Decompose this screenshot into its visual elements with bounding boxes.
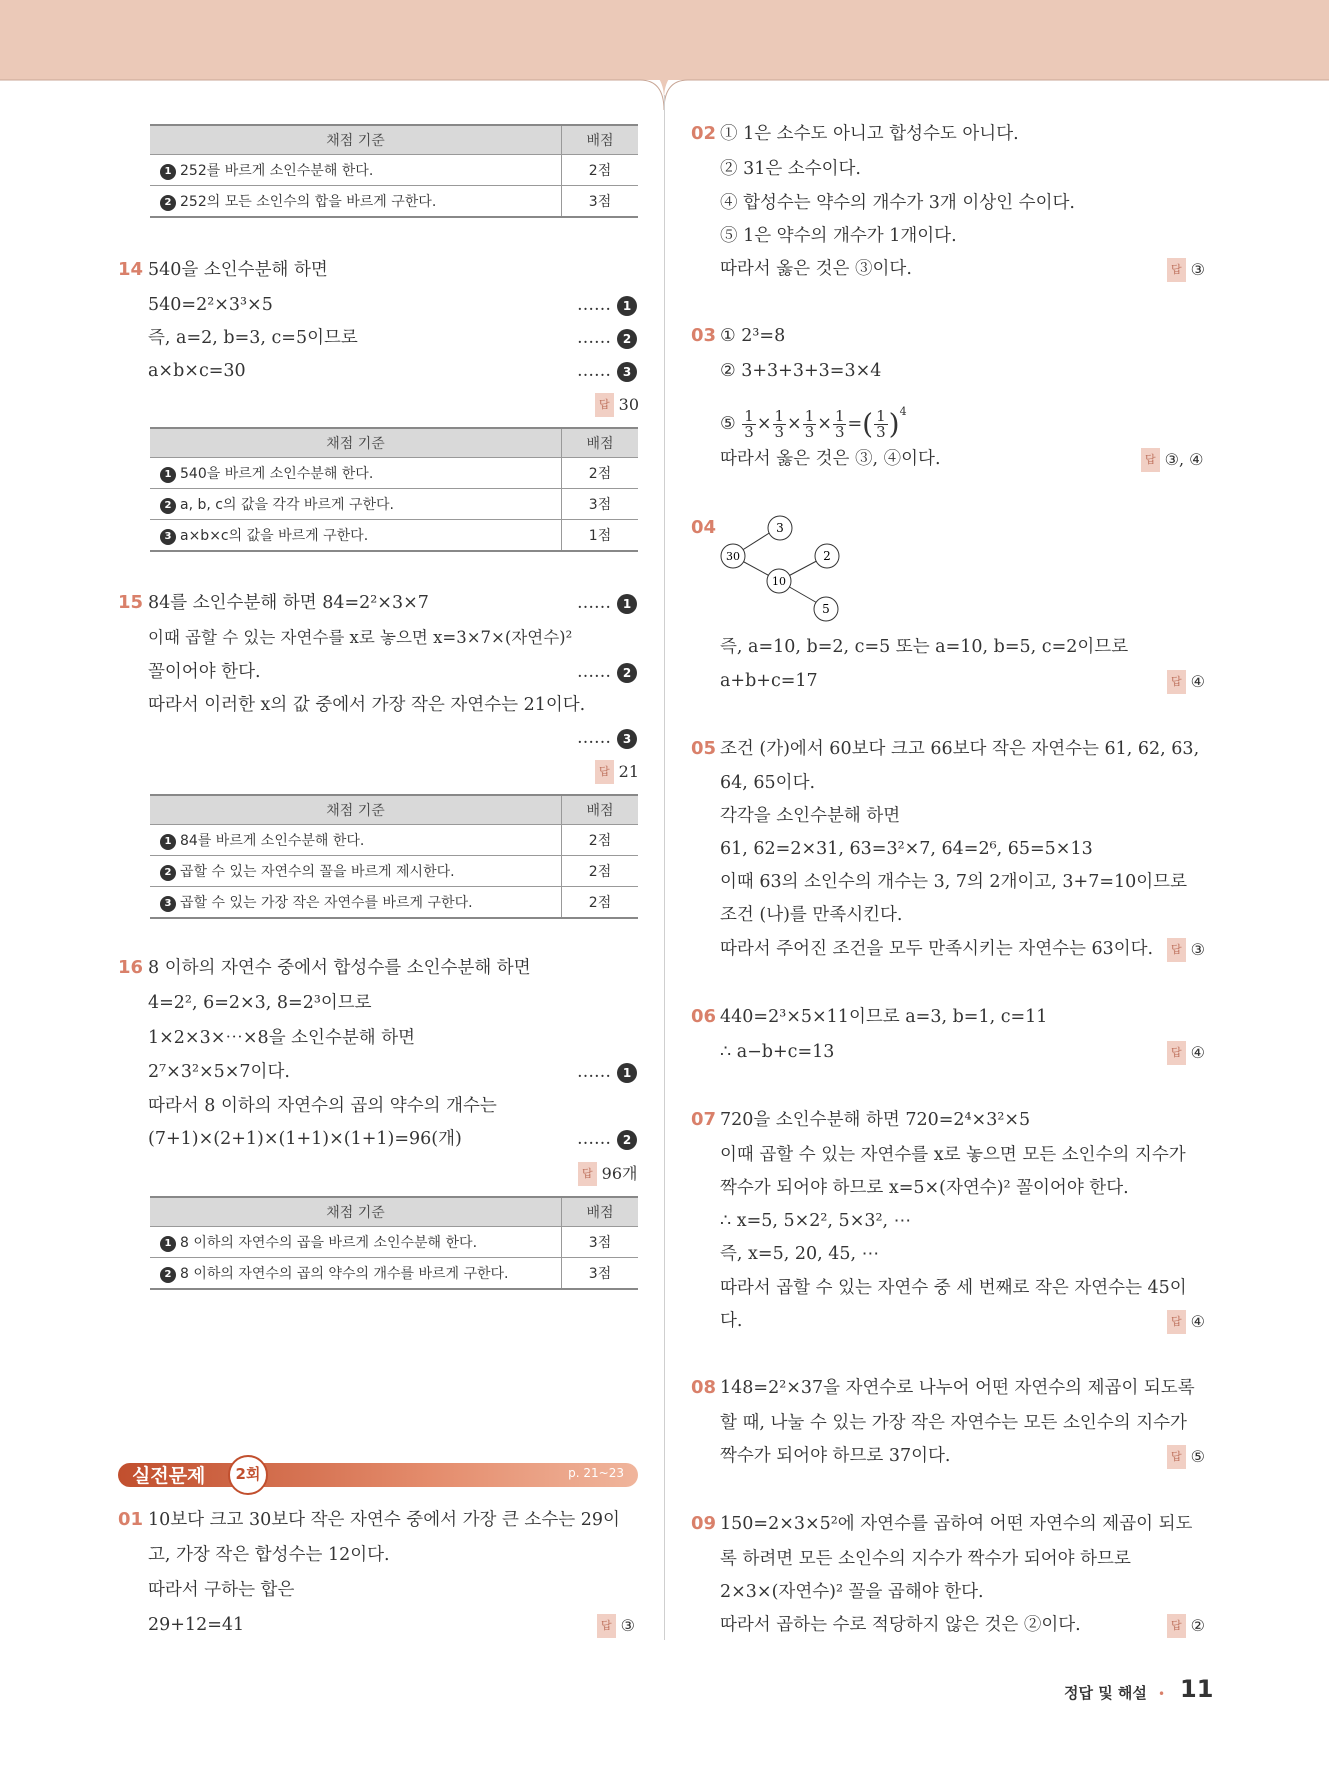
criteria-text: 곱할 수 있는 자연수의 꼴을 바르게 제시한다. [180,864,455,880]
solution-line: ② 31은 소수이다. [720,159,861,179]
grading-table-14 [150,427,638,552]
solution-line: 이때 곱할 수 있는 자연수를 x로 놓으면 x=3×7×(자연수)² [148,628,573,647]
solution-line: 540=2²×3³×5 [148,295,273,315]
problem-number-07: 07 [691,1109,717,1130]
solution-line: ① 1은 소수도 아니고 합성수도 아니다. [720,124,1019,144]
criteria-text: a×b×c의 값을 바르게 구한다. [180,528,369,544]
points-cell: 3점 [562,489,639,520]
table-row: 3 곱할 수 있는 가장 작은 자연수를 바르게 구한다. 2점 [150,887,638,919]
solution-line: 따라서 옳은 것은 ③, ④이다. [720,449,941,469]
step-marker-3: …… 3 [577,360,637,382]
answer-16: 답 96개 [578,1162,637,1186]
criteria-text: 252의 모든 소인수의 합을 바르게 구한다. [180,194,437,210]
criteria-text: 8 이하의 자연수의 곱의 약수의 개수를 바르게 구한다. [180,1266,509,1282]
grading-table-16 [150,1196,638,1290]
solution-line: 8 이하의 자연수 중에서 합성수를 소인수분해 하면 [148,958,531,978]
table-header-criteria: 채점 기준 [150,428,562,458]
tree-node [767,569,791,593]
solution-line: 150=2×3×5²에 자연수를 곱하여 어떤 자연수의 제곱이 되도 [720,1514,1193,1534]
problem-number-16: 16 [118,957,144,978]
solution-line: 고, 가장 작은 합성수는 12이다. [148,1545,390,1565]
tree-node [721,544,745,568]
solution-line: ∴ a−b+c=13 [720,1042,835,1062]
solution-line: a×b×c=30 [148,361,246,381]
points-cell: 3점 [562,1258,639,1290]
solution-line: 즉, a=2, b=3, c=5이므로 [148,328,358,348]
step-marker-1: …… 1 [577,592,637,614]
table-header-criteria: 채점 기준 [150,125,562,155]
solution-line: ④ 합성수는 약수의 개수가 3개 이상인 수이다. [720,193,1075,213]
answer-09: 답 ② [1167,1614,1205,1638]
solution-line: ① 2³=8 [720,326,786,346]
table-row [150,155,638,186]
problem-number-01: 01 [118,1509,144,1530]
svg-text:10: 10 [772,575,786,588]
solution-line: 따라서 곱하는 수로 적당하지 않은 것은 ②이다. [720,1615,1081,1635]
solution-line: 조건 (나)를 만족시킨다. [720,905,903,925]
step-marker-2: …… 2 [577,661,637,683]
table-row: 2 8 이하의 자연수의 곱의 약수의 개수를 바르게 구한다. 3점 [150,1258,638,1290]
table-header-points: 배점 [562,125,639,155]
answer-01: 답 ③ [597,1614,635,1638]
svg-text:3: 3 [776,521,784,535]
grading-table-13 [150,124,638,218]
criteria-text: 252를 바르게 소인수분해 한다. [180,163,374,179]
problem-number-05: 05 [691,738,717,759]
solution-line: ∴ x=5, 5×2², 5×3², ⋯ [720,1211,912,1231]
solution-line: 4=2², 6=2×3, 8=2³이므로 [148,993,372,1013]
round-badge: 2회 [228,1455,268,1495]
step-marker-2: …… 2 [577,327,637,349]
table-header-criteria: 채점 기준 [150,1197,562,1227]
points-cell: 2점 [562,458,639,489]
table-row [150,186,638,218]
solution-line: 할 때, 나눌 수 있는 가장 작은 자연수는 모든 소인수의 지수가 [720,1413,1187,1433]
table-row: 3 a×b×c의 값을 바르게 구한다. 1점 [150,520,638,552]
solution-line: 2⁷×3²×5×7이다. [148,1062,290,1082]
tree-node [815,544,839,568]
solution-line: 이때 곱할 수 있는 자연수를 x로 놓으면 모든 소인수의 지수가 [720,1145,1186,1165]
answer-14: 답 30 [595,393,639,417]
criteria-text: 84를 바르게 소인수분해 한다. [180,833,365,849]
svg-text:30: 30 [726,550,740,563]
points-cell: 3점 [562,1227,639,1258]
solution-line: 148=2²×37을 자연수로 나누어 어떤 자연수의 제곱이 되도록 [720,1378,1195,1398]
answer-07: 답 ④ [1167,1310,1205,1334]
criteria-text: 곱할 수 있는 가장 작은 자연수를 바르게 구한다. [180,895,473,911]
solution-line: 10보다 크고 30보다 작은 자연수 중에서 가장 큰 소수는 29이 [148,1510,620,1530]
table-header-points: 배점 [562,795,639,825]
solution-line: ② 3+3+3+3=3×4 [720,361,882,381]
answer-08: 답 ⑤ [1167,1445,1205,1469]
step-marker-1: …… 1 [577,1061,637,1083]
table-header-criteria: 채점 기준 [150,795,562,825]
solution-line: 따라서 구하는 합은 [148,1580,295,1600]
points-cell: 2점 [562,856,639,887]
answer-15: 답 21 [595,760,639,784]
problem-number-04: 04 [691,517,717,538]
table-row: 2 곱할 수 있는 자연수의 꼴을 바르게 제시한다. 2점 [150,856,638,887]
tree-node [768,516,792,540]
points-cell: 2점 [562,155,639,186]
solution-line: 즉, x=5, 20, 45, ⋯ [720,1244,880,1264]
solution-line: 64, 65이다. [720,773,816,793]
step-marker: 1 [160,164,176,180]
solution-line: a+b+c=17 [720,671,818,691]
problem-number-03: 03 [691,325,717,346]
solution-line: 조건 (가)에서 60보다 크고 66보다 작은 자연수는 61, 62, 63, [720,739,1200,759]
step-marker-2: …… 2 [577,1128,637,1150]
solution-line: 540을 소인수분해 하면 [148,260,328,280]
solution-line: 84를 소인수분해 하면 84=2²×3×7 [148,593,429,613]
problem-number-14: 14 [118,259,144,280]
footer-label: 정답 및 해설 [1064,1684,1147,1702]
points-cell: 1점 [562,520,639,552]
solution-line: 1×2×3×⋯×8을 소인수분해 하면 [148,1028,416,1048]
solution-line: 61, 62=2×31, 63=3²×7, 64=2⁶, 65=5×13 [720,839,1093,859]
table-row: 1 540을 바르게 소인수분해 한다. 2점 [150,458,638,489]
tree-node [814,597,838,621]
solution-line: 록 하려면 모든 소인수의 지수가 짝수가 되어야 하므로 [720,1549,1131,1569]
fraction-line: ⑤ $\frac{1}{3}$ × $\frac{1}{3}$ × $\frac{1}{3}$ × $\frac{1}{3}$ =( $\frac{1}{3}$ )$^4$ [720,405,907,441]
svg-text:5: 5 [822,602,830,616]
points-cell: 3점 [562,186,639,218]
solution-line: 짝수가 되어야 하므로 x=5×(자연수)² 꼴이어야 한다. [720,1178,1129,1198]
solution-line: ⑤ 1은 약수의 개수가 1개이다. [720,226,957,246]
table-header-points: 배점 [562,428,639,458]
svg-text:2: 2 [823,549,831,563]
criteria-text: 540을 바르게 소인수분해 한다. [180,466,374,482]
page-number: 11 [1180,1675,1214,1703]
banner-title: 실전문제 [132,1465,206,1487]
answer-02: 답 ③ [1167,258,1205,282]
criteria-text: 8 이하의 자연수의 곱을 바르게 소인수분해 한다. [180,1235,478,1251]
problem-number-06: 06 [691,1006,717,1027]
solution-line: 따라서 주어진 조건을 모두 만족시키는 자연수는 63이다. [720,939,1154,959]
solution-line: 따라서 이러한 x의 값 중에서 가장 작은 자연수는 21이다. [148,695,586,715]
solution-line: (7+1)×(2+1)×(1+1)×(1+1)=96(개) [148,1129,462,1149]
step-marker-1: …… 1 [577,294,637,316]
answer-06: 답 ④ [1167,1041,1205,1065]
solution-line: 다. [720,1311,743,1331]
solution-line: 이때 63의 소인수의 개수는 3, 7의 2개이고, 3+7=10이므로 [720,872,1187,892]
table-row: 2 a, b, c의 값을 각각 바르게 구한다. 3점 [150,489,638,520]
answer-05: 답 ③ [1167,938,1205,962]
problem-number-09: 09 [691,1513,717,1534]
grading-table-15 [150,794,638,919]
problem-number-02: 02 [691,123,717,144]
answer-04: 답 ④ [1167,670,1205,694]
points-cell: 2점 [562,887,639,919]
problem-number-08: 08 [691,1377,717,1398]
page-range: p. 21~23 [568,1466,624,1480]
table-row: 1 84를 바르게 소인수분해 한다. 2점 [150,825,638,856]
solution-line: 따라서 곱할 수 있는 자연수 중 세 번째로 작은 자연수는 45이 [720,1278,1187,1298]
points-cell: 2점 [562,825,639,856]
table-header-points: 배점 [562,1197,639,1227]
table-row: 1 8 이하의 자연수의 곱을 바르게 소인수분해 한다. 3점 [150,1227,638,1258]
solution-line: 짝수가 되어야 하므로 37이다. [720,1446,951,1466]
solution-line: 따라서 옳은 것은 ③이다. [720,259,912,279]
solution-line: 29+12=41 [148,1615,245,1635]
solution-line: 720을 소인수분해 하면 720=2⁴×3²×5 [720,1110,1031,1130]
criteria-text: a, b, c의 값을 각각 바르게 구한다. [180,497,394,513]
footer-separator: • [1158,1687,1166,1701]
step-marker-3: …… 3 [577,727,637,749]
section-banner [118,1459,638,1489]
header-band [0,0,1329,80]
solution-line: 2×3×(자연수)² 꼴을 곱해야 한다. [720,1582,984,1602]
solution-line: 각각을 소인수분해 하면 [720,806,901,826]
solution-line: 꼴이어야 한다. [148,662,261,682]
column-divider [664,95,665,1640]
solution-line: 따라서 8 이하의 자연수의 곱의 약수의 개수는 [148,1096,497,1116]
factor-tree-diagram [712,510,852,630]
step-marker: 2 [160,195,176,211]
solution-line: 즉, a=10, b=2, c=5 또는 a=10, b=5, c=2이므로 [720,637,1129,657]
problem-number-15: 15 [118,592,144,613]
solution-line: 440=2³×5×11이므로 a=3, b=1, c=11 [720,1007,1048,1027]
answer-03: 답 ③, ④ [1141,448,1204,472]
